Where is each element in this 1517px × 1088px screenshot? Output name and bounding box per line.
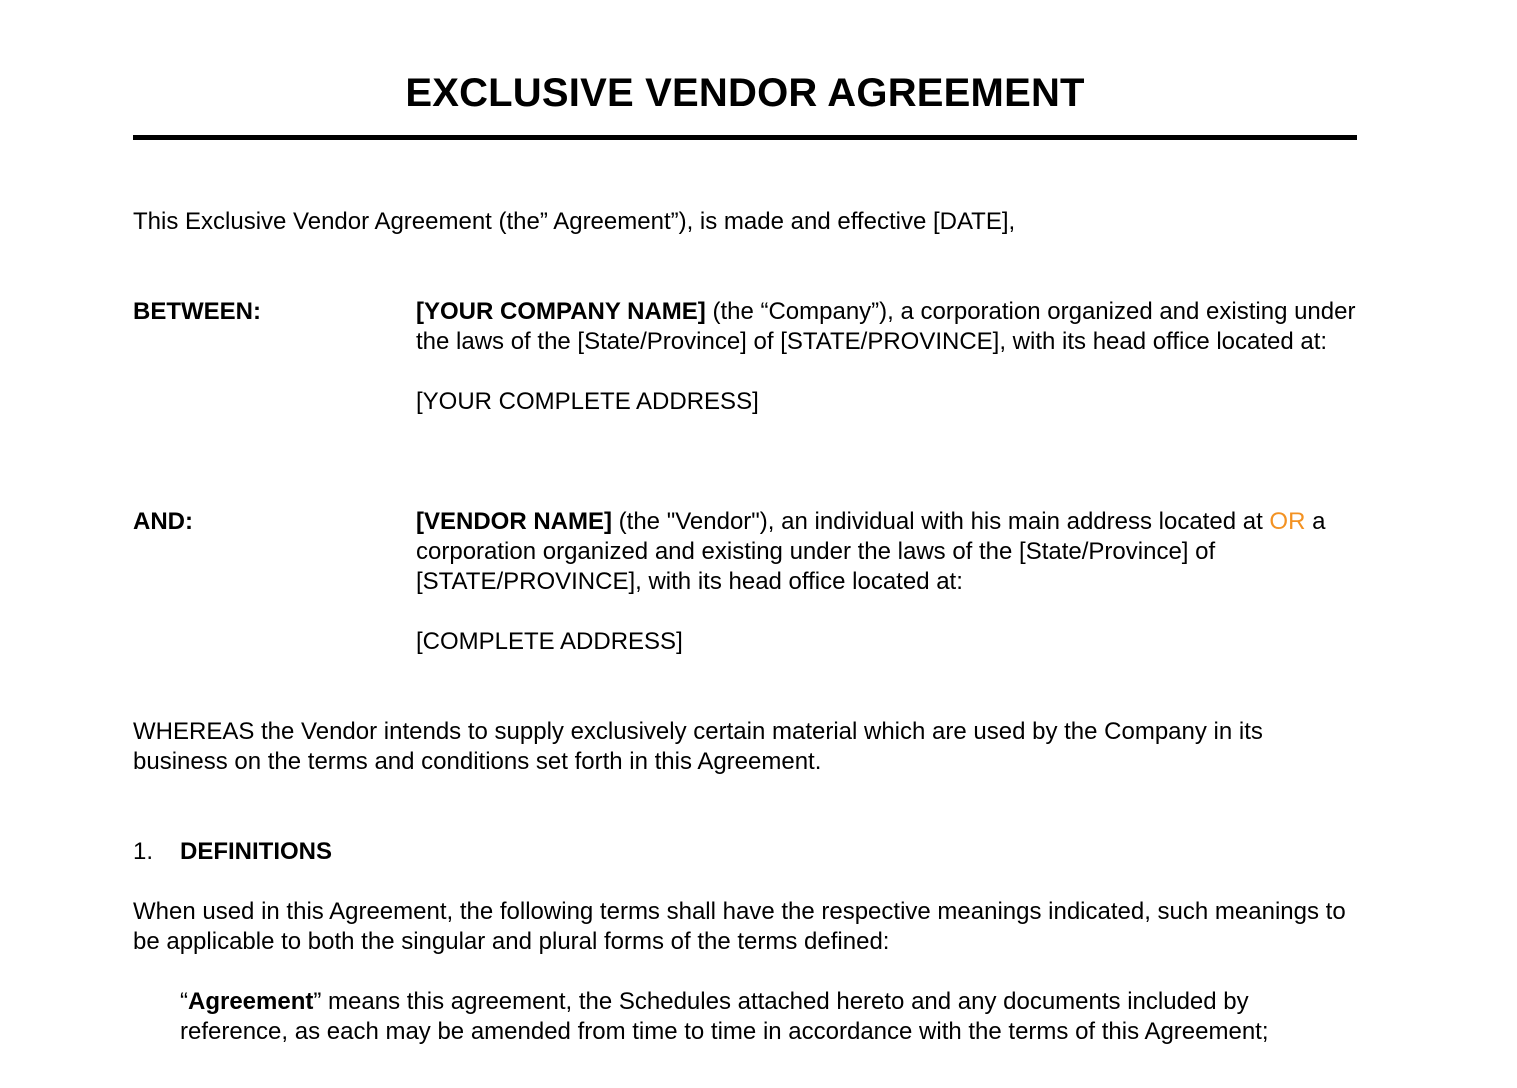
party-description-company <box>416 297 1361 357</box>
intro-paragraph: This Exclusive Vendor Agreement (the” Agreement”), is made and effective [DATE], <box>133 208 1016 235</box>
definition-open-quote: “ <box>180 988 188 1015</box>
section-number: 1. <box>133 838 154 865</box>
vendor-description-b: a corporation organized and existing under the laws of the [State/Province] of [STATE/PROVINCE], with its head office located at: <box>416 508 1326 595</box>
party-label-between: BETWEEN: <box>133 298 261 325</box>
definition-text: ” means this agreement, the Schedules attached hereto and any documents included by reference, as each may be amended from time to time in accordance with the terms of this Agreement; <box>180 988 1269 1045</box>
whereas-paragraph: WHEREAS the Vendor intends to supply exclusively certain material which are used by the Company in its business on the terms and conditions set forth in this Agreement. <box>133 718 1263 775</box>
document-title: EXCLUSIVE VENDOR AGREEMENT <box>405 71 1085 115</box>
vendor-name: [VENDOR NAME] <box>416 508 612 535</box>
definition-agreement <box>180 987 1360 1047</box>
definition-term: Agreement <box>188 988 314 1015</box>
company-name: [YOUR COMPANY NAME] <box>416 298 706 325</box>
or-option-word: OR <box>1269 508 1306 535</box>
party-details-vendor <box>416 507 1361 657</box>
section-title: DEFINITIONS <box>180 838 333 865</box>
party-details-company <box>416 297 1361 417</box>
party-label-and: AND: <box>133 508 193 535</box>
vendor-description-a: (the "Vendor"), an individual with his main address located at <box>612 508 1270 535</box>
company-description: (the “Company”), a corporation organized and existing under the laws of the [State/Province] of [STATE/PROVINCE], with its head office located at: <box>416 298 1356 355</box>
party-description-vendor <box>416 507 1361 597</box>
company-address: [YOUR COMPLETE ADDRESS] <box>416 388 759 415</box>
definitions-intro: When used in this Agreement, the following terms shall have the respective meanings indicated, such meanings to be applicable to both the singular and plural forms of the terms defined: <box>133 898 1346 955</box>
vendor-address: [COMPLETE ADDRESS] <box>416 628 683 655</box>
title-underline <box>133 135 1357 140</box>
